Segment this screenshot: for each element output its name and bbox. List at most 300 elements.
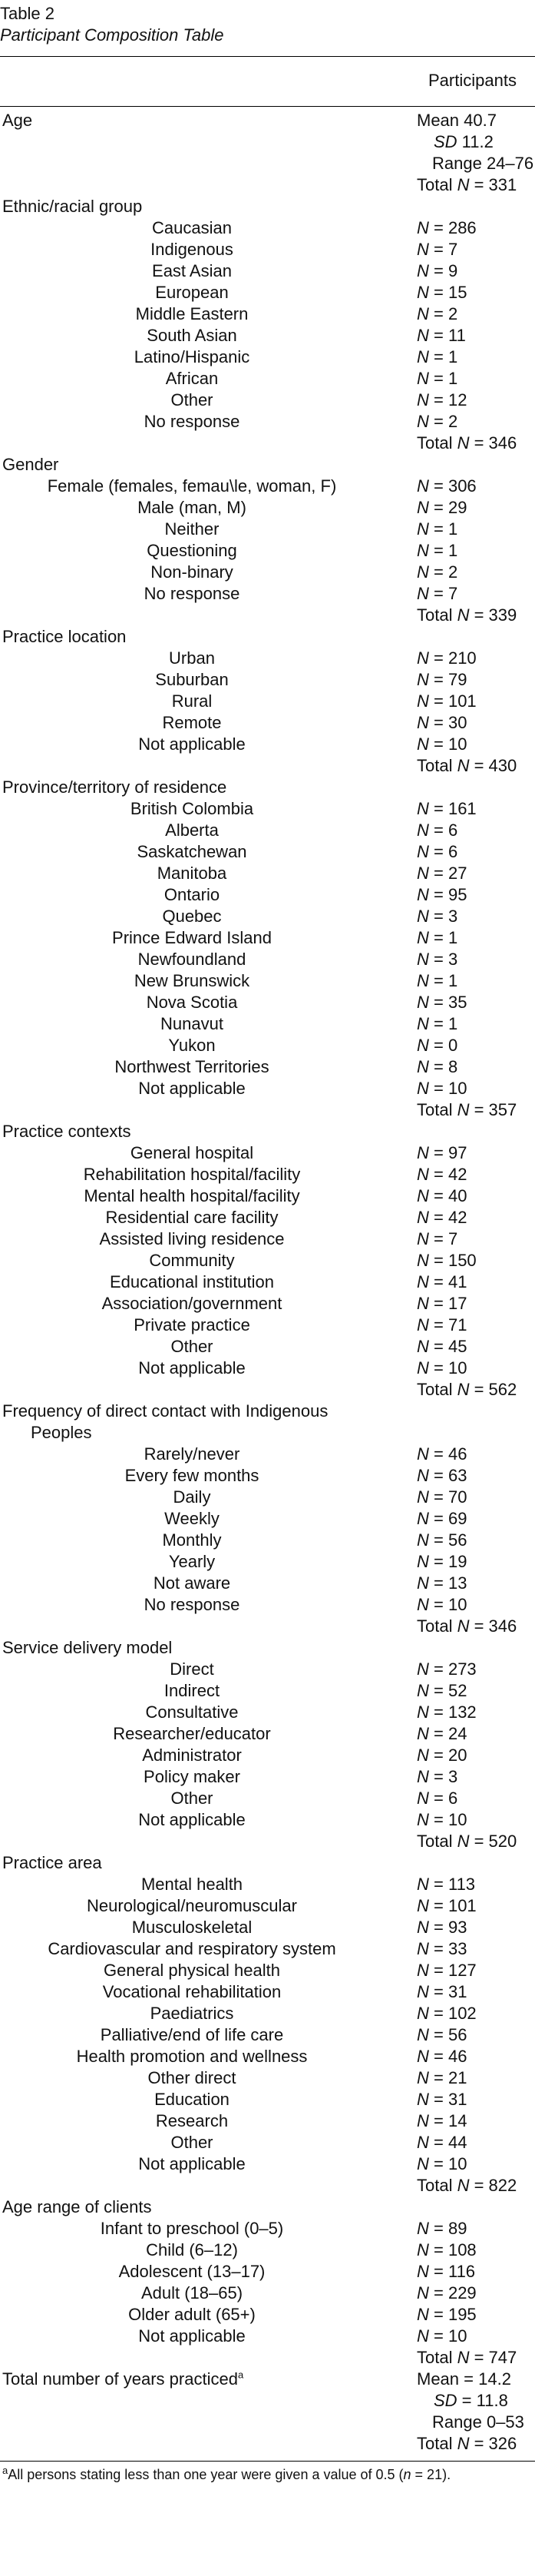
row-value: N = 229 <box>417 2283 477 2302</box>
table-row <box>0 1164 535 1185</box>
table-row <box>0 2261 535 2283</box>
category-row <box>0 2196 535 2218</box>
row-label: Private practice <box>134 1315 250 1334</box>
row-label: Mental health <box>140 1875 243 1894</box>
table-row <box>0 863 535 884</box>
row-label: Education <box>154 2090 230 2109</box>
row-value: N = 1 <box>417 541 458 560</box>
table-row <box>0 1035 535 1056</box>
table-row <box>0 411 535 433</box>
row-value: N = 46 <box>417 1444 467 1464</box>
row-value: N = 31 <box>417 1982 467 2001</box>
row-label: Middle Eastern <box>135 304 249 323</box>
row-label: Other <box>170 1337 213 1356</box>
row-value: N = 71 <box>417 1315 467 1334</box>
table-row <box>0 1917 535 1938</box>
row-value: N = 30 <box>417 713 467 732</box>
row-label: Quebec <box>162 907 222 926</box>
row-label: South Asian <box>147 326 237 345</box>
row-label: East Asian <box>152 261 232 280</box>
table-row <box>0 669 535 691</box>
row-value: N = 12 <box>417 390 467 409</box>
table-row <box>0 1228 535 1250</box>
row-value: N = 8 <box>417 1057 458 1076</box>
row-label: Newfoundland <box>137 950 246 969</box>
row-value: N = 1 <box>417 971 458 990</box>
row-label: Not applicable <box>138 2154 246 2173</box>
row-value: N = 127 <box>417 1961 477 1980</box>
row-value: N = 20 <box>417 1746 467 1765</box>
row-label: Assisted living residence <box>99 1229 285 1248</box>
table-row <box>0 1530 535 1551</box>
category-row <box>0 196 535 217</box>
row-label: Policy maker <box>144 1767 240 1786</box>
table-header-row <box>0 57 535 106</box>
category-row <box>0 1852 535 1874</box>
total-row <box>0 1099 535 1121</box>
category-row <box>0 1401 535 1422</box>
table-row <box>0 519 535 540</box>
total-row <box>0 2175 535 2196</box>
row-label: Daily <box>173 1487 211 1507</box>
row-label: Yukon <box>168 1036 216 1055</box>
table-row <box>0 1271 535 1293</box>
table-row <box>0 239 535 260</box>
total-value: Total N = 822 <box>417 2176 517 2195</box>
table-row <box>0 131 535 153</box>
total-row <box>0 2347 535 2369</box>
row-value: N = 93 <box>417 1918 467 1937</box>
table-row <box>0 346 535 368</box>
table-row <box>0 2067 535 2089</box>
category-label: Practice contexts <box>2 1122 131 1141</box>
category-row <box>0 1637 535 1659</box>
table-row <box>0 1293 535 1315</box>
table-row <box>0 562 535 583</box>
table-row <box>0 1981 535 2003</box>
row-label: Not applicable <box>138 1810 246 1829</box>
row-label: Every few months <box>124 1466 259 1485</box>
row-value: N = 10 <box>417 1079 467 1098</box>
row-value: N = 89 <box>417 2219 467 2238</box>
row-label: Not aware <box>153 1573 231 1593</box>
row-label: Caucasian <box>152 218 232 237</box>
row-label: Suburban <box>155 670 229 689</box>
row-label: Residential care facility <box>105 1208 279 1227</box>
row-label: General physical health <box>104 1961 280 1980</box>
category-row <box>0 1121 535 1142</box>
row-value: N = 108 <box>417 2240 477 2259</box>
row-value: N = 286 <box>417 218 477 237</box>
row-value: N = 13 <box>417 1573 467 1593</box>
row-label: Northwest Territories <box>114 1057 269 1076</box>
row-label: Other <box>170 1789 213 1808</box>
row-value: N = 70 <box>417 1487 467 1507</box>
row-value: N = 7 <box>417 240 458 259</box>
table-row <box>0 153 535 174</box>
years-block <box>0 2369 535 2455</box>
row-value: N = 6 <box>417 821 458 840</box>
total-value: Total N = 520 <box>417 1832 517 1851</box>
row-value: N = 27 <box>417 864 467 883</box>
table-row <box>0 949 535 970</box>
total-value: Total N = 430 <box>417 756 517 775</box>
row-value: N = 29 <box>417 498 467 517</box>
table-body <box>0 107 535 196</box>
row-label: Non-binary <box>150 562 233 582</box>
category-label: Gender <box>2 455 59 474</box>
table-row <box>0 110 535 131</box>
table-row <box>0 2412 535 2433</box>
total-value: Total N = 357 <box>417 1100 517 1119</box>
table-row <box>0 1723 535 1745</box>
table-row <box>0 1444 535 1465</box>
row-value: N = 102 <box>417 2004 477 2023</box>
row-label: Urban <box>169 648 215 668</box>
total-row <box>0 605 535 626</box>
table-row <box>0 1056 535 1078</box>
row-value: N = 1 <box>417 519 458 539</box>
row-value: N = 10 <box>417 2326 467 2346</box>
years-mean: Mean = 14.2 <box>417 2369 511 2389</box>
row-value: N = 19 <box>417 1552 467 1571</box>
row-label: Musculoskeletal <box>131 1918 253 1937</box>
age-total: Total N = 331 <box>417 175 517 194</box>
row-label: Questioning <box>147 541 237 560</box>
row-value: N = 0 <box>417 1036 458 1055</box>
table-row <box>0 583 535 605</box>
row-value: N = 113 <box>417 1875 476 1894</box>
row-value: N = 14 <box>417 2111 467 2130</box>
row-label: Alberta <box>165 821 219 840</box>
row-label: Palliative/end of life care <box>100 2025 284 2044</box>
category-label: Practice location <box>2 627 127 646</box>
row-value: N = 101 <box>417 1896 477 1915</box>
row-label: Manitoba <box>157 864 227 883</box>
table-row <box>0 1788 535 1809</box>
table-row <box>0 1594 535 1616</box>
table-row <box>0 2283 535 2304</box>
row-value: N = 10 <box>417 1595 467 1614</box>
row-value: N = 2 <box>417 304 458 323</box>
table-row <box>0 1809 535 1831</box>
row-value: N = 1 <box>417 1014 458 1033</box>
total-value: Total N = 346 <box>417 1616 517 1636</box>
table-row <box>0 2433 535 2455</box>
sections-container <box>0 196 535 2369</box>
row-label: Research <box>155 2111 229 2130</box>
table-row <box>0 368 535 390</box>
table-row <box>0 906 535 927</box>
row-label: Other direct <box>147 2068 236 2087</box>
row-value: N = 6 <box>417 842 458 861</box>
years-sd: SD = 11.8 <box>434 2391 508 2410</box>
row-label: Cardiovascular and respiratory system <box>48 1939 336 1958</box>
table-row <box>0 712 535 734</box>
total-row <box>0 755 535 777</box>
table-row <box>0 1938 535 1960</box>
row-value: N = 1 <box>417 347 458 366</box>
row-value: N = 42 <box>417 1208 467 1227</box>
row-value: N = 46 <box>417 2047 467 2066</box>
row-value: N = 210 <box>417 648 477 668</box>
table-row <box>0 820 535 841</box>
row-value: N = 10 <box>417 1810 467 1829</box>
table-row <box>0 1465 535 1487</box>
row-value: N = 10 <box>417 1358 467 1378</box>
category-label: Ethnic/racial group <box>2 197 143 216</box>
table-row <box>0 970 535 992</box>
row-label: No response <box>144 1595 240 1614</box>
age-range: Range 24–76 <box>432 154 534 173</box>
table-row <box>0 282 535 303</box>
table-row <box>0 1573 535 1594</box>
total-value: Total N = 346 <box>417 433 517 453</box>
table-row <box>0 1745 535 1766</box>
row-label: Community <box>149 1251 235 1270</box>
total-value: Total N = 562 <box>417 1380 517 1399</box>
row-value: N = 63 <box>417 1466 467 1485</box>
category-label-years: Total number of years practiced$^a$ <box>2 2369 244 2389</box>
table-row <box>0 1207 535 1228</box>
row-label: Latino/Hispanic <box>134 347 250 366</box>
row-label: Not applicable <box>138 734 246 754</box>
row-value: N = 42 <box>417 1165 467 1184</box>
row-label: British Colombia <box>130 799 254 818</box>
table-row <box>0 2369 535 2390</box>
row-value: N = 69 <box>417 1509 467 1528</box>
row-value: N = 1 <box>417 369 458 388</box>
category-label-age: Age <box>2 111 33 130</box>
table-row <box>0 2132 535 2153</box>
table-row <box>0 2046 535 2067</box>
category-row <box>0 454 535 476</box>
table-row <box>0 1508 535 1530</box>
table-row <box>0 841 535 863</box>
row-label: Rehabilitation hospital/facility <box>83 1165 301 1184</box>
row-label: Health promotion and wellness <box>76 2047 308 2066</box>
row-value: N = 306 <box>417 476 477 496</box>
row-label: Prince Edward Island <box>112 928 272 947</box>
table-row <box>0 2110 535 2132</box>
row-label: Weekly <box>164 1509 220 1528</box>
table-row <box>0 1551 535 1573</box>
row-value: N = 3 <box>417 950 458 969</box>
table-row <box>0 1078 535 1099</box>
row-value: N = 15 <box>417 283 467 302</box>
row-value: N = 31 <box>417 2090 467 2109</box>
category-label: Province/territory of residence <box>2 777 227 797</box>
table-row <box>0 1336 535 1358</box>
row-label: Neither <box>164 519 220 539</box>
table-row <box>0 1358 535 1379</box>
row-label: European <box>155 283 229 302</box>
row-label: Other <box>170 390 213 409</box>
row-value: N = 40 <box>417 1186 467 1205</box>
row-label: No response <box>144 584 240 603</box>
row-value: N = 33 <box>417 1939 467 1958</box>
age-mean: Mean 40.7 <box>417 111 497 130</box>
table-row <box>0 992 535 1013</box>
table-row <box>0 1766 535 1788</box>
table-row <box>0 2390 535 2412</box>
age-sd: SD 11.2 <box>434 132 494 151</box>
row-value: N = 79 <box>417 670 467 689</box>
row-label: Paediatrics <box>150 2004 234 2023</box>
total-row <box>0 1616 535 1637</box>
table-row <box>0 884 535 906</box>
years-range: Range 0–53 <box>432 2412 524 2432</box>
row-label: Neurological/neuromuscular <box>87 1896 297 1915</box>
category-label: Service delivery model <box>2 1638 173 1657</box>
row-value: N = 2 <box>417 412 458 431</box>
row-label: No response <box>144 412 240 431</box>
row-value: N = 35 <box>417 993 467 1012</box>
row-value: N = 273 <box>417 1659 477 1679</box>
category-row-continued <box>0 1422 535 1444</box>
table-row <box>0 260 535 282</box>
row-value: N = 132 <box>417 1702 477 1722</box>
table-row <box>0 1960 535 1981</box>
row-value: N = 1 <box>417 928 458 947</box>
table-row <box>0 497 535 519</box>
category-label: Practice area <box>2 1853 102 1872</box>
row-label: Administrator <box>142 1746 242 1765</box>
row-label: Older adult (65+) <box>128 2305 256 2324</box>
row-value: N = 11 <box>417 326 466 345</box>
table-row <box>0 2218 535 2239</box>
table-row <box>0 1659 535 1680</box>
row-value: N = 161 <box>417 799 477 818</box>
row-label: Yearly <box>168 1552 216 1571</box>
row-label: Educational institution <box>109 1272 275 1291</box>
row-value: N = 21 <box>417 2068 467 2087</box>
table-row <box>0 1013 535 1035</box>
table-row <box>0 734 535 755</box>
table-row <box>0 2239 535 2261</box>
row-label: New Brunswick <box>134 971 250 990</box>
table-row <box>0 1185 535 1207</box>
row-label: Nova Scotia <box>146 993 238 1012</box>
row-label: Child (6–12) <box>146 2240 238 2259</box>
row-value: N = 10 <box>417 2154 467 2173</box>
table-row <box>0 1702 535 1723</box>
row-label: Not applicable <box>138 1079 246 1098</box>
total-value: Total N = 747 <box>417 2348 517 2367</box>
category-row <box>0 777 535 798</box>
row-label: Ontario <box>163 885 220 904</box>
table-row <box>0 1250 535 1271</box>
row-value: N = 17 <box>417 1294 467 1313</box>
table-row <box>0 2153 535 2175</box>
total-row <box>0 433 535 454</box>
table-row <box>0 798 535 820</box>
column-header-participants: Participants <box>428 71 517 90</box>
table-row <box>0 1680 535 1702</box>
table-row <box>0 325 535 346</box>
row-label: Association/government <box>101 1294 282 1313</box>
row-value: N = 45 <box>417 1337 467 1356</box>
table-row <box>0 1895 535 1917</box>
row-label: Rural <box>171 691 213 711</box>
table-row <box>0 1874 535 1895</box>
row-label: Monthly <box>162 1530 222 1550</box>
row-value: N = 44 <box>417 2133 467 2152</box>
row-value: N = 116 <box>417 2262 476 2281</box>
row-value: N = 6 <box>417 1789 458 1808</box>
row-value: N = 150 <box>417 1251 477 1270</box>
table-row <box>0 2003 535 2024</box>
category-row <box>0 626 535 648</box>
row-label: Not applicable <box>138 1358 246 1378</box>
table-row <box>0 217 535 239</box>
row-value: N = 56 <box>417 2025 467 2044</box>
row-value: N = 41 <box>417 1272 467 1291</box>
table-row <box>0 1142 535 1164</box>
row-label: Not applicable <box>138 2326 246 2346</box>
table-row <box>0 927 535 949</box>
row-value: N = 9 <box>417 261 458 280</box>
row-label: Researcher/educator <box>113 1724 271 1743</box>
row-label: Direct <box>170 1659 214 1679</box>
row-value: N = 3 <box>417 1767 458 1786</box>
row-label: Saskatchewan <box>137 842 247 861</box>
table-row <box>0 1487 535 1508</box>
table-row <box>0 2024 535 2046</box>
row-label: Indigenous <box>150 240 233 259</box>
table-row <box>0 174 535 196</box>
row-label: Remote <box>162 713 222 732</box>
table-row <box>0 303 535 325</box>
table-row <box>0 476 535 497</box>
table-row <box>0 2089 535 2110</box>
row-value: N = 52 <box>417 1681 467 1700</box>
years-total: Total N = 326 <box>417 2434 517 2453</box>
category-label: Age range of clients <box>2 2197 152 2216</box>
total-row <box>0 1379 535 1401</box>
row-label: African <box>165 369 219 388</box>
row-value: N = 195 <box>417 2305 477 2324</box>
table-row <box>0 2304 535 2326</box>
table-row <box>0 648 535 669</box>
row-label: Adult (18–65) <box>140 2283 243 2302</box>
table-row <box>0 691 535 712</box>
row-label: Vocational rehabilitation <box>102 1982 282 2001</box>
total-row <box>0 1831 535 1852</box>
row-label: Nunavut <box>160 1014 223 1033</box>
row-label: Adolescent (13–17) <box>118 2262 266 2281</box>
row-value: N = 24 <box>417 1724 467 1743</box>
row-value: N = 7 <box>417 1229 458 1248</box>
row-value: N = 101 <box>417 691 477 711</box>
table-row <box>0 2326 535 2347</box>
row-value: N = 7 <box>417 584 458 603</box>
row-value: N = 95 <box>417 885 467 904</box>
row-label: Mental health hospital/facility <box>84 1186 300 1205</box>
row-label: Female (females, femau\le, woman, F) <box>47 476 337 496</box>
row-value: N = 56 <box>417 1530 467 1550</box>
row-label: General hospital <box>130 1143 254 1162</box>
row-label: Indirect <box>163 1681 220 1700</box>
row-label: Rarely/never <box>144 1444 240 1464</box>
row-value: N = 10 <box>417 734 467 754</box>
table-row <box>0 390 535 411</box>
total-value: Total N = 339 <box>417 605 517 625</box>
table-row <box>0 540 535 562</box>
row-value: N = 3 <box>417 907 458 926</box>
category-label: Frequency of direct contact with Indigenous <box>2 1401 329 1421</box>
category-label-continued: Peoples <box>31 1423 92 1442</box>
